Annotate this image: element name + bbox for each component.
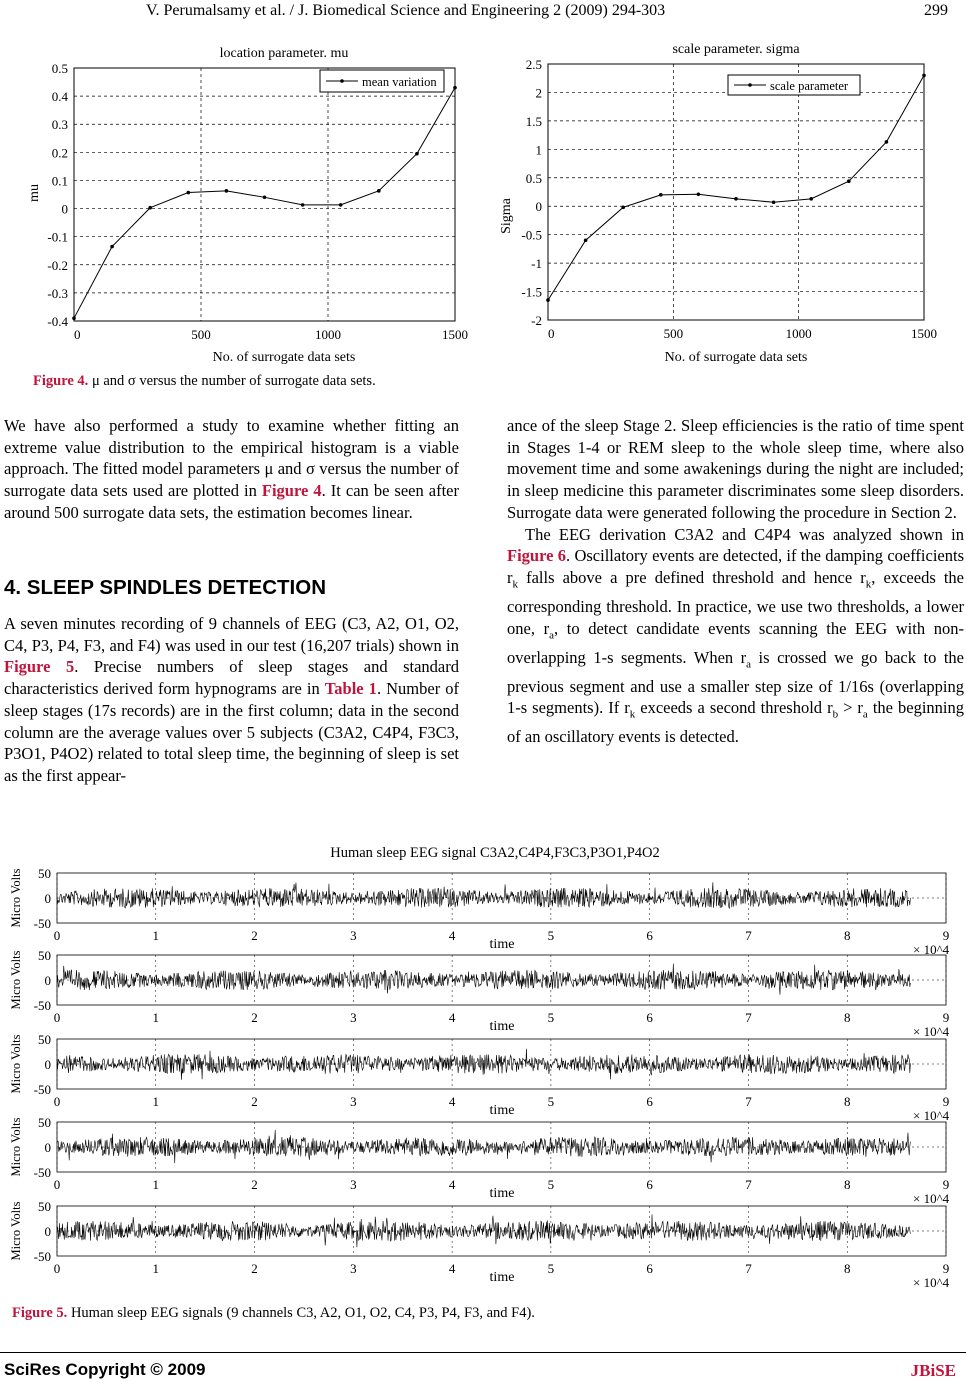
- eeg-xtick-label: 3: [350, 1177, 357, 1192]
- right-p1: ance of the sleep Stage 2. Sleep efficiencies is the ratio of time spent in Stages 1-4 or REM sleep to the whole sleep time, where also movement time and some awakenings during the night are included; in sleep medicine this parameter discriminates some sleep disorders. Surrogate data were generated following the procedure in Section 2.: [507, 416, 964, 522]
- eeg-xtick-label: 9: [942, 1261, 950, 1276]
- eeg-ytick-label: 50: [38, 1115, 51, 1130]
- eeg-ylabel: Micro Volts: [9, 1034, 23, 1094]
- chart-eeg-panels: [9, 866, 950, 1290]
- chart-mu-ytick-label: -0.4: [47, 314, 68, 329]
- figure6-link[interactable]: Figure 6: [507, 546, 567, 566]
- left-p2-text-a: A seven minutes recording of 9 channels of EEG (C3, A2, O1, O2, C4, P3, P4, F3, and F4) was used in our test (16,207 trials) shown in: [4, 614, 459, 655]
- chart-sigma-plot-area: [521, 57, 937, 341]
- chart-mu-data-point: [187, 191, 191, 195]
- eeg-ytick-label: 50: [38, 866, 51, 881]
- eeg-xtick-label: 0: [53, 1010, 61, 1025]
- eeg-xtick-label: 7: [745, 928, 752, 943]
- eeg-xtick-label: 4: [448, 928, 456, 943]
- chart-sigma-xtick-label: 0: [548, 326, 555, 341]
- eeg-xtick-label: 1: [152, 1010, 160, 1025]
- eeg-xtick-label: 3: [350, 1094, 357, 1109]
- chart-sigma-ytick-label: -2: [531, 313, 542, 328]
- chart-mu-xtick-label: 1500: [442, 327, 468, 342]
- chart-mu-legend-label: mean variation: [362, 75, 437, 89]
- eeg-xtick-label: 9: [942, 1177, 950, 1192]
- eeg-ylabel: Micro Volts: [9, 950, 23, 1010]
- eeg-xtick-label: 8: [843, 1094, 851, 1109]
- chart-sigma-data-point: [546, 298, 550, 302]
- chart-sigma-ytick-label: 0: [535, 199, 542, 215]
- footer-journal: JBiSE: [910, 1361, 956, 1380]
- chart-sigma: [492, 36, 942, 368]
- chart-mu-title: location parameter. mu: [219, 46, 349, 61]
- chart-sigma-series-line: [548, 75, 924, 300]
- left-p2-text-c: . Number of sleep stages (17s records) are in the first column; data in the second column are the average values over 5 subjects (C3A2, C4P4, F3C3, P3O1, P4O2) related to total sleep time, the beginning of sleep is set as the first appear-: [4, 679, 459, 785]
- chart-eeg-title: Human sleep EEG signal C3A2,C4P4,F3C3,P3O1,P4O2: [330, 845, 660, 861]
- chart-mu-series-line: [74, 88, 455, 319]
- eeg-xtick-label: 5: [547, 1010, 555, 1025]
- chart-sigma-legend-label: scale parameter: [770, 79, 849, 93]
- eeg-ytick-label: 50: [38, 1199, 51, 1214]
- eeg-xtick-label: 6: [646, 928, 653, 943]
- chart-mu-data-point: [377, 189, 381, 193]
- chart-mu-ytick-label: 0.3: [51, 117, 68, 133]
- chart-mu-xtick-label: 500: [191, 327, 211, 342]
- eeg-ytick-label: 0: [44, 1057, 51, 1072]
- eeg-xtick-label: 2: [251, 1177, 258, 1192]
- eeg-panel: [9, 1032, 950, 1123]
- chart-mu-xtick-label: 1000: [315, 327, 341, 342]
- chart-mu-data-point: [263, 196, 267, 200]
- chart-sigma-data-point: [697, 192, 701, 196]
- eeg-signal-trace: [57, 1049, 910, 1080]
- chart-sigma-data-point: [584, 239, 588, 243]
- eeg-xtick-label: 5: [547, 1094, 555, 1109]
- chart-mu-ytick-label: 0: [61, 201, 68, 217]
- chart-mu-ytick-label: -0.3: [47, 285, 68, 301]
- chart-mu-plot-area: [47, 61, 468, 342]
- eeg-xtick-label: 4: [448, 1010, 456, 1025]
- chart-sigma-xtick-label: 1000: [785, 326, 812, 341]
- left-column-p2: [4, 613, 459, 787]
- chart-sigma-ytick-label: -0.5: [521, 227, 542, 243]
- eeg-x-scale-note: × 10^4: [913, 1024, 950, 1039]
- eeg-xtick-label: 3: [350, 1010, 357, 1025]
- chart-mu-data-point: [225, 189, 229, 193]
- left-p1-text-b: . It can be seen after around 500 surrogate data sets, the estimation becomes linear.: [4, 481, 459, 522]
- eeg-xtick-label: 5: [547, 1177, 555, 1192]
- chart-sigma-ytick-label: 2.5: [525, 57, 542, 72]
- chart-sigma-ytick-label: -1.5: [521, 284, 542, 300]
- eeg-xtick-label: 1: [152, 1094, 160, 1109]
- eeg-xtick-label: 8: [843, 928, 851, 943]
- eeg-signal-trace: [57, 964, 910, 995]
- eeg-xtick-label: 4: [448, 1094, 456, 1109]
- eeg-xtick-label: 0: [53, 1177, 61, 1192]
- chart-mu-ytick-label: -0.2: [47, 257, 68, 273]
- chart-sigma-ylabel: Sigma: [499, 198, 514, 234]
- eeg-xtick-label: 5: [547, 928, 555, 943]
- eeg-x-scale-note: × 10^4: [913, 1108, 950, 1123]
- eeg-xlabel: time: [489, 1019, 515, 1034]
- eeg-ytick-label: 0: [44, 1224, 51, 1239]
- chart-mu-ytick-label: 0.1: [51, 173, 68, 189]
- eeg-xtick-label: 6: [646, 1010, 653, 1025]
- chart-sigma-ytick-label: 1.5: [525, 113, 542, 129]
- figure4-caption-text: μ and σ versus the number of surrogate data sets.: [88, 373, 376, 389]
- chart-sigma-ytick-label: -1: [531, 256, 542, 272]
- eeg-xtick-label: 7: [745, 1010, 752, 1025]
- eeg-panel: [9, 1115, 950, 1206]
- eeg-xtick-label: 8: [843, 1177, 851, 1192]
- eeg-ytick-label: 0: [44, 973, 51, 988]
- eeg-xtick-label: 4: [448, 1261, 456, 1276]
- eeg-xtick-label: 6: [646, 1177, 653, 1192]
- eeg-xtick-label: 8: [843, 1261, 851, 1276]
- eeg-xtick-label: 2: [251, 1261, 258, 1276]
- chart-sigma-title: scale parameter. sigma: [672, 42, 800, 57]
- table1-link[interactable]: Table 1: [324, 679, 377, 699]
- eeg-xtick-label: 2: [251, 1094, 258, 1109]
- chart-mu-data-point: [148, 206, 152, 210]
- chart-sigma-data-point: [809, 197, 813, 201]
- eeg-xtick-label: 2: [251, 928, 258, 943]
- page-number: 299: [924, 2, 948, 19]
- chart-mu-ylabel: mu: [27, 184, 42, 202]
- figure5-caption-label: Figure 5.: [12, 1305, 68, 1321]
- eeg-xlabel: time: [489, 1270, 515, 1285]
- chart-sigma-data-point: [659, 193, 663, 197]
- eeg-xtick-label: 9: [942, 928, 950, 943]
- eeg-xtick-label: 1: [152, 1177, 160, 1192]
- eeg-xtick-label: 1: [152, 928, 160, 943]
- eeg-xtick-label: 0: [53, 928, 61, 943]
- eeg-xtick-label: 9: [942, 1010, 950, 1025]
- eeg-xtick-label: 1: [152, 1261, 160, 1276]
- chart-sigma-data-point: [734, 197, 738, 201]
- eeg-xtick-label: 7: [745, 1261, 752, 1276]
- chart-sigma-data-point: [621, 206, 625, 210]
- footer-copyright: SciRes Copyright © 2009: [4, 1360, 206, 1379]
- running-header: [0, 2, 966, 24]
- chart-mu-data-point: [339, 203, 343, 207]
- eeg-ytick-label: -50: [33, 1165, 51, 1180]
- chart-mu-data-point: [453, 86, 457, 90]
- eeg-ytick-label: -50: [33, 998, 51, 1013]
- eeg-xtick-label: 9: [942, 1094, 950, 1109]
- left-column-p1: [4, 415, 459, 524]
- eeg-xtick-label: 0: [53, 1261, 61, 1276]
- chart-sigma-ytick-label: 1: [535, 142, 542, 158]
- eeg-xtick-label: 2: [251, 1010, 258, 1025]
- eeg-xtick-label: 3: [350, 928, 357, 943]
- chart-mu-ytick-label: 0.2: [51, 145, 68, 161]
- eeg-signal-trace: [57, 882, 910, 908]
- eeg-ytick-label: 50: [38, 1032, 51, 1047]
- eeg-ylabel: Micro Volts: [9, 1117, 23, 1177]
- figure4-link[interactable]: Figure 4: [261, 481, 322, 501]
- chart-mu-data-point: [301, 203, 305, 207]
- eeg-ytick-label: -50: [33, 1249, 51, 1264]
- section-heading: 4. SLEEP SPINDLES DETECTION: [4, 576, 326, 599]
- eeg-xtick-label: 7: [745, 1094, 752, 1109]
- chart-mu-frame: [74, 68, 455, 321]
- chart-mu-data-point: [110, 245, 114, 249]
- chart-sigma-xtick-label: 1500: [911, 326, 937, 341]
- eeg-xtick-label: 6: [646, 1094, 653, 1109]
- eeg-x-scale-note: × 10^4: [913, 1275, 950, 1290]
- chart-sigma-data-point: [922, 74, 926, 78]
- chart-mu-ytick-label: 0.5: [51, 61, 68, 76]
- eeg-ytick-label: -50: [33, 1082, 51, 1097]
- eeg-xtick-label: 4: [448, 1177, 456, 1192]
- eeg-ytick-label: 50: [38, 948, 51, 963]
- eeg-ytick-label: 0: [44, 1140, 51, 1155]
- eeg-xtick-label: 0: [53, 1094, 61, 1109]
- chart-mu-xtick-label: 0: [74, 327, 81, 342]
- chart-eeg: [0, 838, 966, 1306]
- chart-sigma-xtick-label: 500: [663, 326, 684, 341]
- eeg-x-scale-note: × 10^4: [913, 1191, 950, 1206]
- eeg-panel: [9, 948, 950, 1039]
- chart-sigma-frame: [548, 64, 924, 320]
- eeg-xlabel: time: [489, 937, 515, 952]
- eeg-x-scale-note: × 10^4: [913, 942, 950, 957]
- eeg-xtick-label: 5: [547, 1261, 555, 1276]
- eeg-ylabel: Micro Volts: [9, 1201, 23, 1261]
- figure4-caption: [33, 373, 376, 390]
- eeg-xtick-label: 7: [745, 1177, 752, 1192]
- figure4-caption-label: Figure 4.: [33, 373, 89, 389]
- right-column: [507, 415, 964, 748]
- figure5-caption-text: Human sleep EEG signals (9 channels C3, A2, O1, O2, C4, P3, P4, F3, and F4).: [67, 1305, 535, 1321]
- chart-mu-ytick-label: -0.1: [47, 229, 68, 245]
- chart-sigma-data-point: [885, 140, 889, 144]
- eeg-ytick-label: 0: [44, 891, 51, 906]
- chart-mu: [20, 38, 470, 368]
- eeg-xtick-label: 3: [350, 1261, 357, 1276]
- eeg-xtick-label: 8: [843, 1010, 851, 1025]
- chart-sigma-ytick-label: 0.5: [525, 170, 542, 186]
- figure5-caption: [12, 1305, 535, 1322]
- eeg-xlabel: time: [489, 1103, 515, 1118]
- eeg-xlabel: time: [489, 1186, 515, 1201]
- eeg-ytick-label: -50: [33, 916, 51, 931]
- chart-mu-legend: [320, 70, 444, 92]
- figure5-link[interactable]: Figure 5: [4, 657, 75, 677]
- chart-mu-data-point: [72, 316, 76, 320]
- eeg-xtick-label: 6: [646, 1261, 653, 1276]
- right-p2: The EEG derivation C3A2 and C4P4 was analyzed shown in Figure 6. Oscillatory events are detected, if the damping coefficients $r_k$ falls above a pre defined threshold and hence $r_k$, exceeds the corresponding threshold. In practice, we use two thresholds, a lower one, $r_a$, to detect candidate events scanning the EEG with non-overlapping 1-s segments. When $r_a$ is crossed we go back to the previous segment and use a smaller step size of 1/16s (overlapping 1-s segments). If $r_k$ exceeds a second threshold $r_b > r_a$ the beginning of an oscillatory events is detected.: [507, 524, 964, 747]
- chart-mu-xlabel: No. of surrogate data sets: [212, 350, 356, 365]
- chart-sigma-data-point: [772, 200, 776, 204]
- chart-mu-data-point: [415, 152, 419, 156]
- chart-sigma-xlabel: No. of surrogate data sets: [664, 350, 808, 365]
- eeg-signal-trace: [57, 1130, 910, 1163]
- chart-sigma-legend: [728, 75, 860, 95]
- left-p2-text-b: . Precise numbers of sleep stages and standard characteristics derived form hypnograms are in: [4, 657, 459, 699]
- eeg-ylabel: Micro Volts: [9, 868, 23, 928]
- chart-sigma-ytick-label: 2: [535, 85, 542, 101]
- chart-sigma-data-point: [847, 179, 851, 183]
- eeg-panel: [9, 1199, 950, 1290]
- footer-rule: [0, 1352, 966, 1353]
- left-p1-text-a: We have also performed a study to examine whether fitting an extreme value distribution to the empirical histogram is a viable approach. The fitted model parameters μ and σ versus the number of surrogate data sets used are plotted in: [4, 416, 459, 501]
- chart-mu-ytick-label: 0.4: [51, 89, 68, 105]
- eeg-panel: [9, 866, 950, 957]
- running-title: V. Perumalsamy et al. / J. Biomedical Science and Engineering 2 (2009) 294-303: [146, 2, 666, 19]
